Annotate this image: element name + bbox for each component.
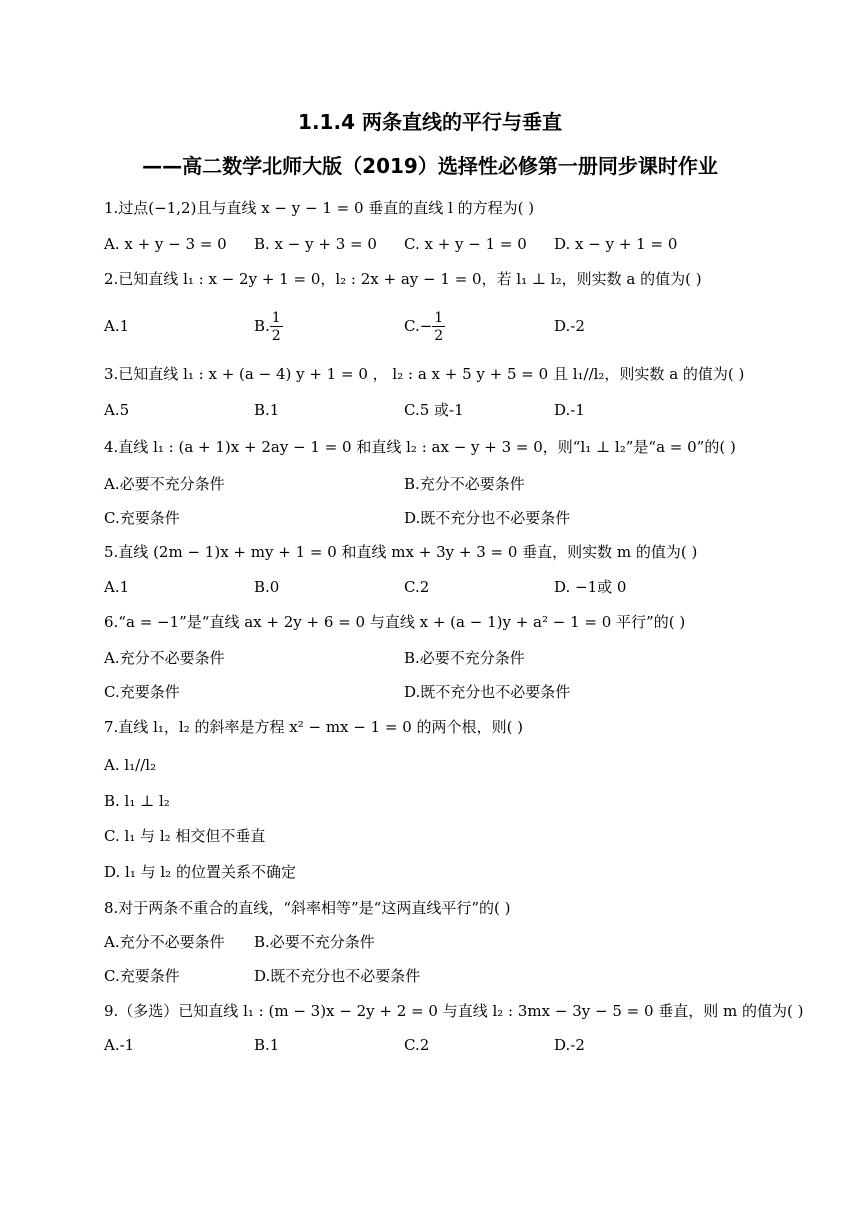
q6-option-b: B.必要不充分条件: [404, 649, 525, 667]
doc-subtitle: ——高二数学北师大版（2019）选择性必修第一册同步课时作业: [142, 154, 718, 178]
q2-option-b: [254, 306, 283, 346]
question-2-stem: 2.已知直线 l₁ : x − 2y + 1 = 0，l₂ : 2x + ay − 1 = 0，若 l₁ ⊥ l₂，则实数 a 的值为( ): [104, 270, 702, 288]
q9-option-a: A.-1: [104, 1036, 135, 1054]
q6-option-c: C.充要条件: [104, 683, 180, 701]
q7-option-c: C. l₁ 与 l₂ 相交但不垂直: [104, 827, 266, 845]
question-9-stem: 9.（多选）已知直线 l₁ : (m − 3)x − 2y + 2 = 0 与直线 l₂ : 3mx − 3y − 5 = 0 垂直，则 m 的值为( ): [104, 1002, 804, 1020]
q8-option-b: B.必要不充分条件: [254, 933, 375, 951]
q5-option-d: D. −1或 0: [554, 578, 627, 596]
q2-option-c: [404, 306, 445, 346]
q4-option-a: A.必要不充分条件: [104, 475, 225, 493]
q8-option-d: D.既不充分也不必要条件: [254, 967, 421, 985]
q4-option-c: C.充要条件: [104, 509, 180, 527]
q4-option-d: D.既不充分也不必要条件: [404, 509, 571, 527]
q9-option-d: D.-2: [554, 1036, 585, 1054]
fraction-numerator: 1: [271, 310, 281, 326]
q2-option-c-prefix: C.−: [404, 317, 433, 335]
q2-option-c-fraction: [432, 311, 445, 343]
q8-option-c: C.充要条件: [104, 967, 180, 985]
question-8-stem: 8.对于两条不重合的直线，“斜率相等”是“这两直线平行”的( ): [104, 899, 511, 917]
q9-option-b: B.1: [254, 1036, 280, 1054]
doc-title: 1.1.4 两条直线的平行与垂直: [298, 110, 562, 134]
q3-option-d: D.-1: [554, 401, 585, 419]
q3-option-b: B.1: [254, 401, 280, 419]
q5-option-b: B.0: [254, 578, 280, 596]
question-7-stem: 7.直线 l₁，l₂ 的斜率是方程 x² − mx − 1 = 0 的两个根，则( ): [104, 718, 524, 736]
question-5-stem: 5.直线 (2m − 1)x + my + 1 = 0 和直线 mx + 3y + 3 = 0 垂直，则实数 m 的值为( ): [104, 543, 698, 561]
q5-option-c: C.2: [404, 578, 430, 596]
q2-option-b-fraction: [270, 311, 283, 343]
q7-option-a: A. l₁//l₂: [104, 756, 157, 774]
q1-option-c: C. x + y − 1 = 0: [404, 235, 527, 253]
q4-option-b: B.充分不必要条件: [404, 475, 525, 493]
q1-option-b: B. x − y + 3 = 0: [254, 235, 377, 253]
question-1-stem: 1.过点(−1,2)且与直线 x − y − 1 = 0 垂直的直线 l 的方程为( ): [104, 199, 535, 217]
q7-option-d: D. l₁ 与 l₂ 的位置关系不确定: [104, 863, 296, 881]
q2-option-a: A.1: [104, 317, 130, 335]
q3-option-c: C.5 或-1: [404, 401, 464, 419]
q8-option-a: A.充分不必要条件: [104, 933, 225, 951]
question-6-stem: 6.“a = −1”是“直线 ax + 2y + 6 = 0 与直线 x + (a − 1)y + a² − 1 = 0 平行”的( ): [104, 613, 686, 631]
question-3-stem: 3.已知直线 l₁ : x + (a − 4) y + 1 = 0 ， l₂ : a x + 5 y + 5 = 0 且 l₁//l₂，则实数 a 的值为( ): [104, 365, 745, 383]
fraction-denominator: 2: [434, 328, 444, 344]
q7-option-b: B. l₁ ⊥ l₂: [104, 792, 170, 810]
q1-option-d: D. x − y + 1 = 0: [554, 235, 678, 253]
q1-option-a: A. x + y − 3 = 0: [104, 235, 227, 253]
q2-option-d: D.-2: [554, 317, 585, 335]
q5-option-a: A.1: [104, 578, 130, 596]
q3-option-a: A.5: [104, 401, 130, 419]
q9-option-c: C.2: [404, 1036, 430, 1054]
q2-option-b-prefix: B.: [254, 317, 270, 335]
q6-option-d: D.既不充分也不必要条件: [404, 683, 571, 701]
question-4-stem: 4.直线 l₁ : (a + 1)x + 2ay − 1 = 0 和直线 l₂ : ax − y + 3 = 0，则“l₁ ⊥ l₂”是“a = 0”的( ): [104, 438, 736, 456]
fraction-numerator: 1: [434, 310, 444, 326]
q6-option-a: A.充分不必要条件: [104, 649, 225, 667]
fraction-denominator: 2: [271, 328, 281, 344]
